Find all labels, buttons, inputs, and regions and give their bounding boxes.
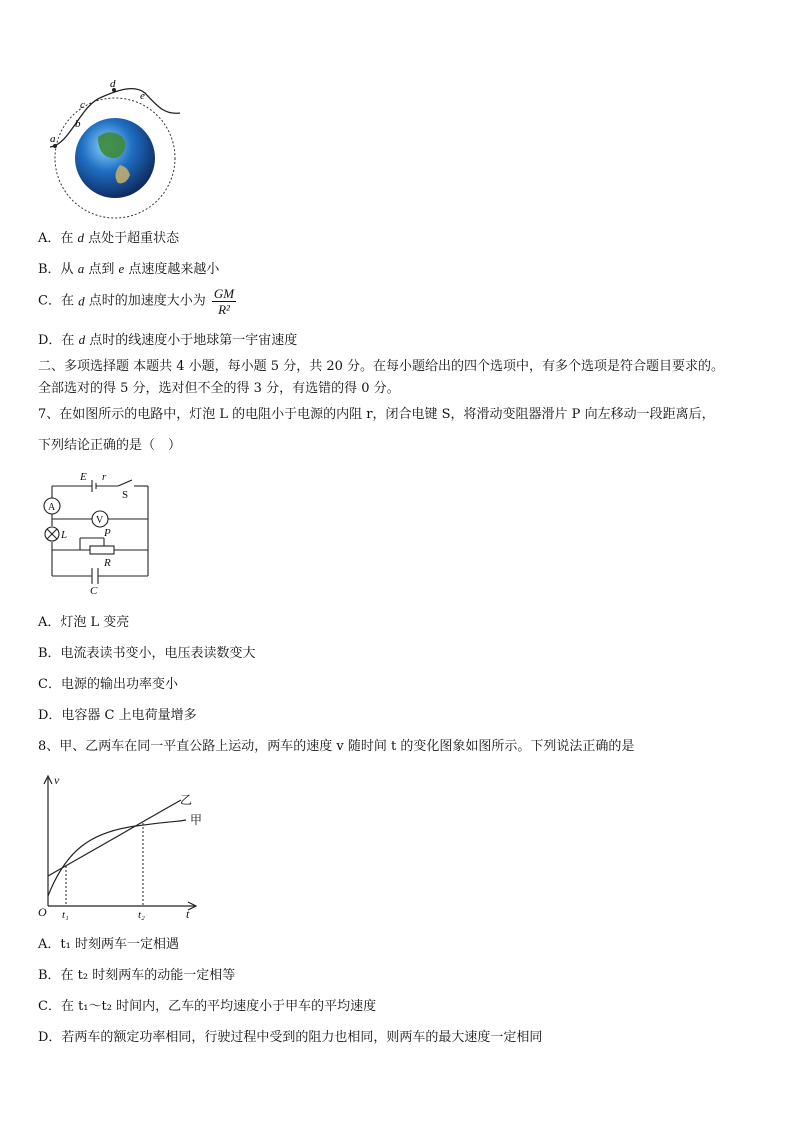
- label-A: A: [48, 502, 56, 513]
- q8-option-c: C．在 t₁～t₂ 时间内，乙车的平均速度小于甲车的平均速度: [38, 999, 377, 1014]
- fraction-gm-r2: $\frac{GM}{\text{R²}}$: [213, 286, 235, 317]
- label-E: E: [80, 471, 87, 483]
- q6-option-c: C．在 d 点时的加速度大小为 $\frac{GM}{\text{R²}}$: [38, 286, 235, 317]
- q7-stem-line1: 7、在如图所示的电路中，灯泡 L 的电阻小于电源的内阻 r，闭合电键 S，将滑动变阻器滑片 P 向左移动一段距离后，: [38, 407, 715, 422]
- vt-graph: [36, 770, 206, 920]
- label-jia: 甲: [190, 813, 203, 827]
- q7-option-b: B．电流表读书变小，电压表读数变大: [38, 646, 256, 661]
- origin-O: O: [38, 905, 47, 919]
- label-r: r: [102, 471, 107, 483]
- label-a: a: [50, 133, 56, 145]
- label-d: d: [110, 78, 116, 90]
- section2-line1: 二、多项选择题 本题共 4 小题，每小题 5 分，共 20 分。在每小题给出的四个选项中，有多个选项是符合题目要求的。: [38, 359, 725, 374]
- circuit-figure: [40, 468, 160, 598]
- q8-option-a: A．t₁ 时刻两车一定相遇: [38, 937, 179, 952]
- q8-stem: 8、甲、乙两车在同一平直公路上运动，两车的速度 v 随时间 t 的变化图象如图所示。下列说法正确的是: [38, 739, 635, 754]
- label-S: S: [122, 489, 129, 501]
- q7-option-d: D．电容器 C 上电荷量增多: [38, 708, 197, 723]
- q8-option-d: D．若两车的额定功率相同，行驶过程中受到的阻力也相同，则两车的最大速度一定相同: [38, 1030, 543, 1045]
- curve-jia: [48, 820, 186, 896]
- label-e: e: [140, 90, 145, 102]
- orbit-figure: [40, 75, 190, 220]
- label-C: C: [90, 585, 98, 597]
- q7-option-c: C．电源的输出功率变小: [38, 677, 178, 692]
- q8-option-b: B．在 t₂ 时刻两车的动能一定相等: [38, 968, 236, 983]
- tick-t1: t₁: [62, 909, 69, 920]
- q6-option-a: A．在 d 点处于超重状态: [38, 230, 180, 246]
- axis-v: v: [54, 773, 60, 787]
- line-yi: [48, 800, 181, 876]
- q7-option-a: A．灯泡 L 变亮: [38, 615, 130, 630]
- q6-option-b: B．从 a 点到 e 点速度越来越小: [38, 261, 220, 277]
- label-R: R: [104, 557, 111, 569]
- q6-option-d: D．在 d 点时的线速度小于地球第一宇宙速度: [38, 332, 298, 348]
- label-c: c: [80, 99, 85, 111]
- label-yi: 乙: [180, 793, 193, 807]
- label-V: V: [96, 515, 104, 526]
- axis-t: t: [186, 907, 190, 920]
- q7-stem-line2: 下列结论正确的是（ ）: [38, 438, 182, 453]
- label-P: P: [104, 527, 111, 539]
- label-b: b: [75, 118, 81, 130]
- tick-t2: t₂: [138, 909, 145, 920]
- label-L: L: [61, 529, 68, 541]
- section2-line2: 全部选对的得 5 分，选对但不全的得 3 分，有选错的得 0 分。: [38, 381, 400, 396]
